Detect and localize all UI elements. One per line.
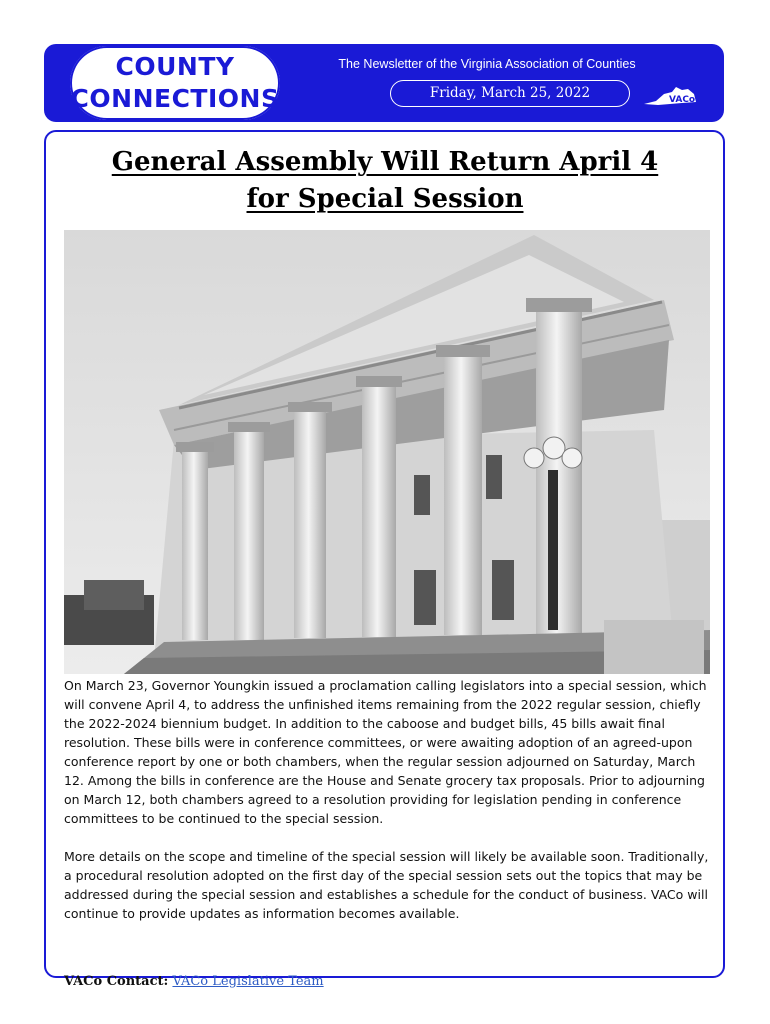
county-connections-logo xyxy=(70,46,280,120)
virginia-state-capitol-photo xyxy=(64,230,710,674)
article-paragraph-2: More details on the scope and timeline of the special session will likely be available soon. Traditionally, a procedural resolution adopted on the first day of the special session sets out the topics that may be addressed during the special session and establishes a schedule for the conduct of business. VACo will continue to provide updates as information becomes available. xyxy=(64,849,709,921)
contact-line xyxy=(64,974,324,989)
issue-date: Friday, March 25, 2022 xyxy=(390,80,630,107)
logo-line1: COUNTY xyxy=(115,52,235,81)
article-headline xyxy=(60,144,710,218)
logo-line2: CONNECTIONS xyxy=(70,84,280,113)
article-paragraph-1: On March 23, Governor Youngkin issued a proclamation calling legislators into a special session, which will convene April 4, to address the unfinished items remaining from the 2022 regular session, chiefly the 2022-2024 biennium budget. In addition to the caboose and budget bills, 45 bills await final resolution. These bills were in conference committees, or were awaiting adoption of an agreed-upon conference report by one or both chambers, when the regular session adjourned on Saturday, March 12. Among the bills in conference are the House and Senate grocery tax proposals. Prior to adjourning on March 12, both chambers agreed to a resolution providing for legislation pending in conference committees to be continued to the special session. xyxy=(64,678,707,826)
article-body xyxy=(64,676,712,942)
newsletter-tagline: The Newsletter of the Virginia Association of Counties xyxy=(338,57,636,71)
contact-link[interactable]: VACo Legislative Team xyxy=(172,974,324,989)
contact-label: VACo Contact: xyxy=(64,974,169,989)
vaco-icon-text: VACo xyxy=(669,95,696,105)
headline-line2: for Special Session xyxy=(246,184,524,214)
masthead xyxy=(44,44,724,122)
vaco-virginia-map-icon xyxy=(642,84,698,108)
headline-line1: General Assembly Will Return April 4 xyxy=(111,147,659,177)
